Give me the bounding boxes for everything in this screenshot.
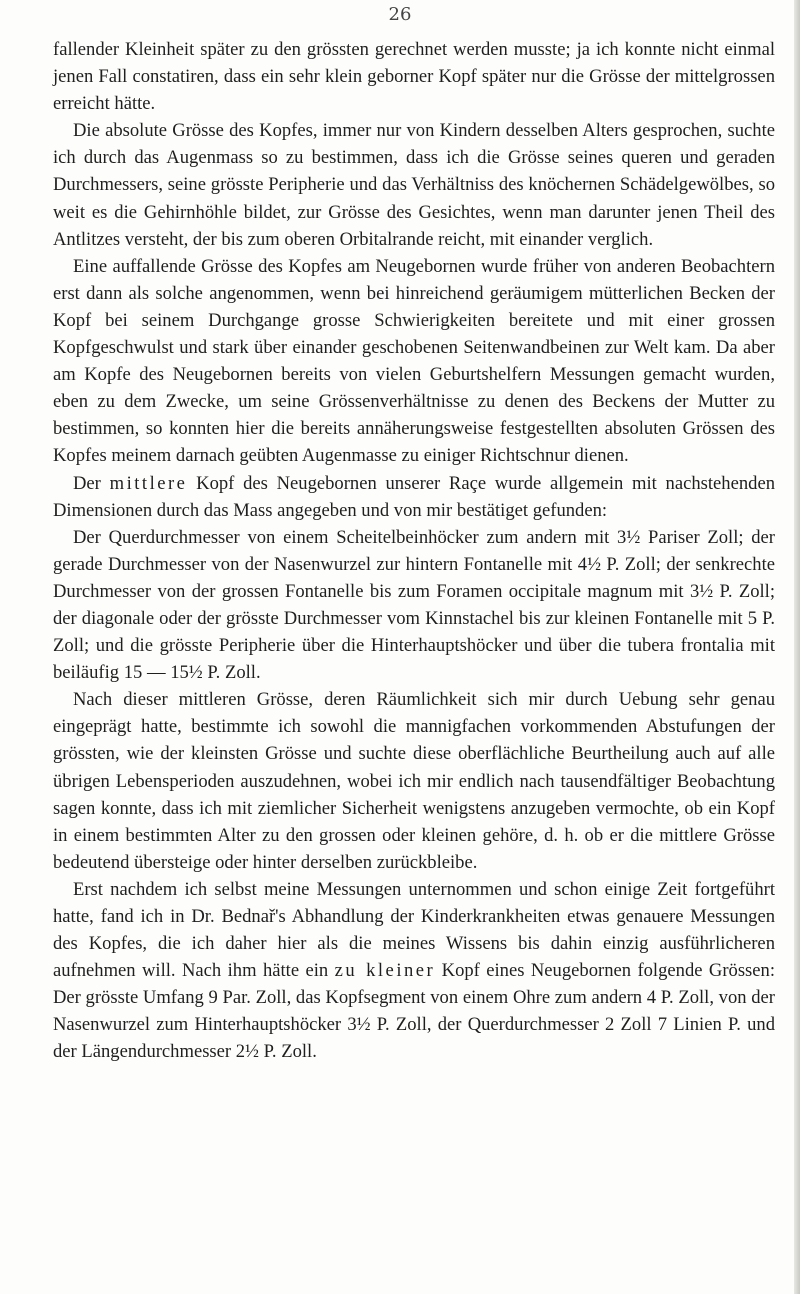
paragraph-5 xyxy=(53,524,775,687)
paragraph-6-text: Nach dieser mittleren Grösse, deren Räumlichkeit sich mir durch Uebung sehr genau eingeprägt hatte, bestimmte ich sowohl die mannigfachen vorkommenden Abstufungen der grössten, wie der kleinsten Grösse und suchte diese oberflächliche Beurtheilung auch auf alle übrigen Lebensperioden auszudehnen, wobei ich mir endlich nach tausendfältiger Beobachtung sagen konnte, dass ich mit ziemlicher Sicherheit wenigstens anzugeben vermochte, ob ein Kopf in einem bestimmten Alter zu den grossen oder kleinen gehöre, d. h. ob er die mittlere Grösse bedeutend übersteige oder hinter derselben zurückbleibe. xyxy=(53,689,775,873)
page-edge-shadow xyxy=(794,0,800,1294)
paragraph-7-text: Kopf eines Neugebornen folgende Grössen: Der grösste Umfang 9 Par. Zoll, das Kopfsegment von einem Ohre zum andern 4 P. Zoll, von der Nasenwurzel zum Hinterhauptshöcker 3½ P. Zoll, der Querdurchmesser 2 Zoll 7 Linien P. und der Längendurchmesser 2½ P. Zoll. xyxy=(53,960,776,1063)
paragraph-4-pre: Der xyxy=(73,472,110,494)
paragraph-7 xyxy=(53,876,775,1066)
paragraph-1 xyxy=(53,36,775,117)
paragraph-3 xyxy=(53,253,775,470)
paragraph-6 xyxy=(53,686,775,876)
paragraph-2 xyxy=(53,117,775,252)
page-number: 26 xyxy=(388,4,412,25)
paragraph-7-pre: Erst nachdem ich selbst meine Messungen unternommen und schon einige Zeit fortgeführt hatte, fand ich in Dr. Bednař's Abhandlung der Kinderkrankheiten etwas genauere Messungen des Kopfes, die ich daher hier als die meines Wissens bis dahin einzig ausführlicheren aufnehmen will. Nach ihm hätte ein xyxy=(53,878,775,982)
body-text xyxy=(53,36,775,1066)
paragraph-4 xyxy=(53,470,775,524)
paragraph-4-text: Kopf des Neugebornen unserer Raçe wurde allgemein mit nachstehenden Dimensionen durch das Mass angegeben und von mir bestätiget gefunden: xyxy=(53,472,775,521)
paragraph-5-text: Der Querdurchmesser von einem Scheitelbeinhöcker zum andern mit 3½ Pariser Zoll; der gerade Durchmesser von der Nasenwurzel zur hintern Fontanelle mit 4½ P. Zoll; der senkrechte Durchmesser von der grossen Fontanelle bis zum Foramen occipitale magnum mit 3½ P. Zoll; der diagonale oder der grösste Durchmesser vom Kinnstachel bis zur kleinen Fontanelle mit 5 P. Zoll; und die grösste Peripherie über die Hinterhauptshöcker und über die tubera frontalia mit beiläufig 15 — 15½ P. Zoll. xyxy=(53,526,775,684)
paragraph-7-emphasis: zu kleiner xyxy=(334,960,436,982)
paragraph-3-text: Eine auffallende Grösse des Kopfes am Neugebornen wurde früher von anderen Beobachtern erst dann als solche angenommen, wenn bei hinreichend geräumigem mütterlichen Becken der Kopf bei seinem Durchgange grosse Schwierigkeiten bereitete und mit einer grossen Kopfgeschwulst und stark über einander geschobenen Seitenwandbeinen zur Welt kam. Da aber am Kopfe des Neugebornen bereits von vielen Geburtshelfern Messungen gemacht wurden, eben zu dem Zwecke, um seine Grössenverhältnisse zu denen des Beckens der Mutter zu bestimmen, so konnten hier die bereits annäherungsweise festgestellten absoluten Grössen des Kopfes meinem darnach geübten Augenmasse zu einiger Richtschnur dienen. xyxy=(53,255,775,467)
paragraph-4-emphasis: mittlere xyxy=(109,472,188,494)
paragraph-2-text: Die absolute Grösse des Kopfes, immer nur von Kindern desselben Alters gesprochen, suchte ich durch das Augenmass so zu bestimmen, dass ich die Grösse seines queren und geraden Durchmessers, seine grösste Peripherie und das Verhältniss des knöchernen Schädelgewölbes, so weit es die Gehirnhöhle bildet, zur Grösse des Gesichtes, wenn man darunter jenen Theil des Antlitzes versteht, der bis zum oberen Orbitalrande reicht, mit einander verglich. xyxy=(53,120,775,250)
paragraph-1-text: fallender Kleinheit später zu den grössten gerechnet werden musste; ja ich konnte nicht einmal jenen Fall constatiren, dass ein sehr klein geborner Kopf später nur die Grösse der mittelgrossen erreicht hätte. xyxy=(53,39,775,115)
